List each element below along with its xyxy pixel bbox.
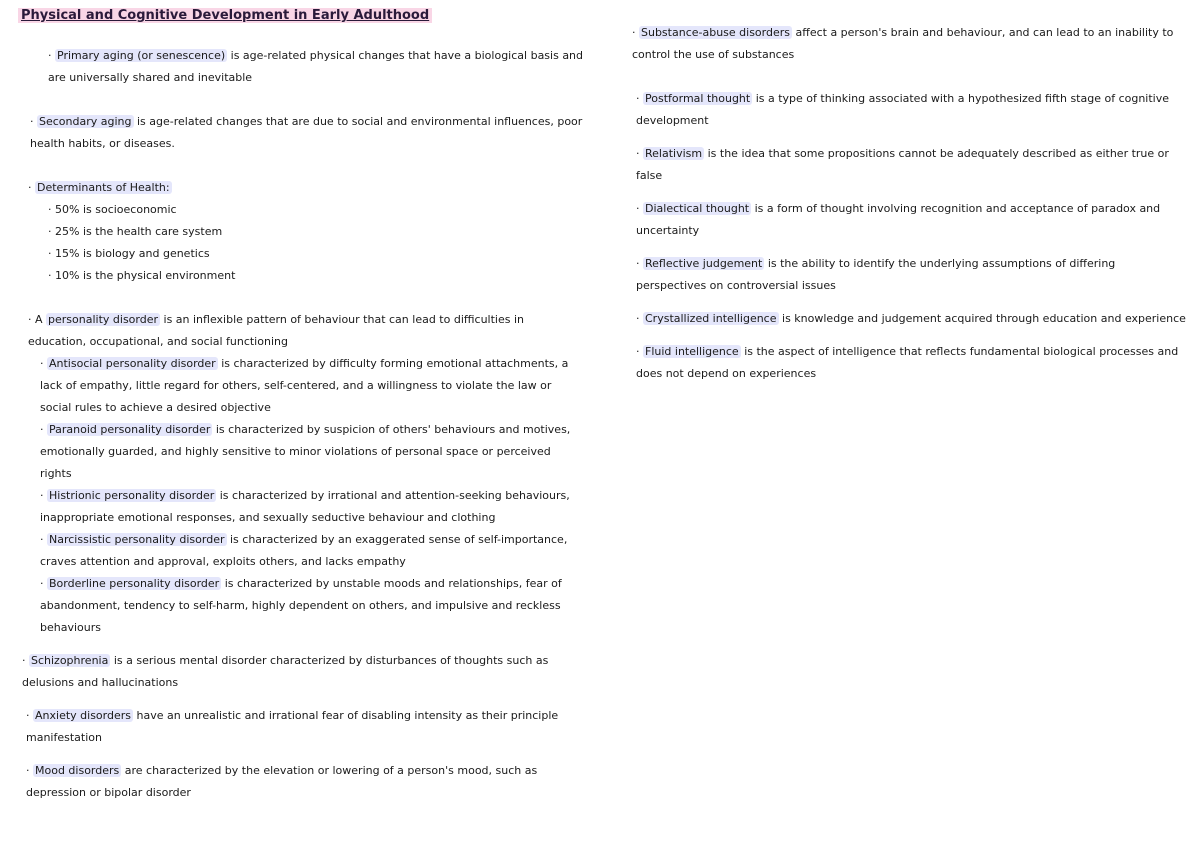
- determinant-item: · 10% is the physical environment: [18, 265, 583, 287]
- term-highlight: Anxiety disorders: [35, 709, 131, 722]
- left-column: [18, 45, 583, 804]
- note-borderline: [18, 573, 583, 639]
- determinant-item: · 50% is socioeconomic: [18, 199, 583, 221]
- term-highlight: Mood disorders: [35, 764, 120, 777]
- note-text: is a serious mental disorder characterized by disturbances of thoughts such as delusions and hallucinations: [22, 654, 549, 689]
- term-highlight: Substance-abuse disorders: [641, 26, 790, 39]
- note-personality-disorder: [18, 309, 583, 353]
- note-narcissistic: [18, 529, 583, 573]
- term-highlight: Histrionic personality disorder: [49, 489, 215, 502]
- note-crystallized: [628, 308, 1188, 330]
- term-highlight: Dialectical thought: [645, 202, 750, 215]
- note-text: is characterized by suspicion of others' behaviours and motives, emotionally guarded, and highly sensitive to minor violations of personal space or perceived rights: [40, 423, 571, 480]
- note-text: A: [35, 313, 47, 326]
- note-text: is the idea that some propositions cannot be adequately described as either true or false: [636, 147, 1169, 182]
- note-text: is knowledge and judgement acquired through education and experience: [778, 312, 1186, 325]
- note-text: have an unrealistic and irrational fear of disabling intensity as their principle manifestation: [26, 709, 559, 744]
- note-primary-aging: [18, 45, 583, 89]
- note-substance-abuse: [628, 22, 1188, 66]
- note-text: is characterized by unstable moods and relationships, fear of abandonment, tendency to self-harm, highly dependent on others, and impulsive and reckless behaviours: [40, 577, 562, 634]
- note-mood: [18, 760, 583, 804]
- determinant-item: · 25% is the health care system: [18, 221, 583, 243]
- note-text: is characterized by an exaggerated sense of self-importance, craves attention and approval, exploits others, and lacks empathy: [40, 533, 568, 568]
- term-highlight: Determinants of Health:: [37, 181, 170, 194]
- note-text: is characterized by irrational and attention-seeking behaviours, inappropriate emotional responses, and sexually seductive behaviour and clothing: [40, 489, 570, 524]
- note-text: is the aspect of intelligence that reflects fundamental biological processes and does not depend on experiences: [636, 345, 1179, 380]
- term-highlight: Crystallized intelligence: [645, 312, 777, 325]
- note-text: is the ability to identify the underlying assumptions of differing perspectives on controversial issues: [636, 257, 1116, 292]
- note-dialectical: [628, 198, 1188, 242]
- term-highlight: Primary aging (or senescence): [57, 49, 226, 62]
- page-title: Physical and Cognitive Development in Early Adulthood: [18, 8, 432, 23]
- term-highlight: Reflective judgement: [645, 257, 763, 270]
- note-text: are characterized by the elevation or lowering of a person's mood, such as depression or bipolar disorder: [26, 764, 538, 799]
- term-highlight: Borderline personality disorder: [49, 577, 220, 590]
- note-fluid: [628, 341, 1188, 385]
- term-highlight: Postformal thought: [645, 92, 751, 105]
- note-antisocial: [18, 353, 583, 419]
- note-text: affect a person's brain and behaviour, and can lead to an inability to control the use of substances: [632, 26, 1174, 61]
- term-highlight: personality disorder: [48, 313, 159, 326]
- term-highlight: Secondary aging: [39, 115, 132, 128]
- note-determinants: [18, 177, 583, 199]
- right-column: [628, 22, 1188, 385]
- term-highlight: Relativism: [645, 147, 703, 160]
- note-anxiety: [18, 705, 583, 749]
- note-text: is an inflexible pattern of behaviour that can lead to difficulties in education, occupational, and social functioning: [28, 313, 524, 348]
- note-text: is a type of thinking associated with a hypothesized fifth stage of cognitive development: [636, 92, 1170, 127]
- term-highlight: Fluid intelligence: [645, 345, 739, 358]
- note-postformal: [628, 88, 1188, 132]
- note-reflective: [628, 253, 1188, 297]
- note-histrionic: [18, 485, 583, 529]
- term-highlight: Narcissistic personality disorder: [49, 533, 225, 546]
- term-highlight: Schizophrenia: [31, 654, 109, 667]
- note-text: is a form of thought involving recognition and acceptance of paradox and uncertainty: [636, 202, 1161, 237]
- note-relativism: [628, 143, 1188, 187]
- term-highlight: Antisocial personality disorder: [49, 357, 216, 370]
- note-schizophrenia: [18, 650, 583, 694]
- term-highlight: Paranoid personality disorder: [49, 423, 211, 436]
- note-text: is characterized by difficulty forming emotional attachments, a lack of empathy, little regard for others, self-centered, and a willingness to violate the law or social rules to achieve a desired objective: [40, 357, 569, 414]
- determinant-item: · 15% is biology and genetics: [18, 243, 583, 265]
- note-text: is age-related changes that are due to social and environmental influences, poor health habits, or diseases.: [30, 115, 583, 150]
- note-paranoid: [18, 419, 583, 485]
- note-text: is age-related physical changes that have a biological basis and are universally shared and inevitable: [48, 49, 584, 84]
- note-secondary-aging: [18, 111, 583, 155]
